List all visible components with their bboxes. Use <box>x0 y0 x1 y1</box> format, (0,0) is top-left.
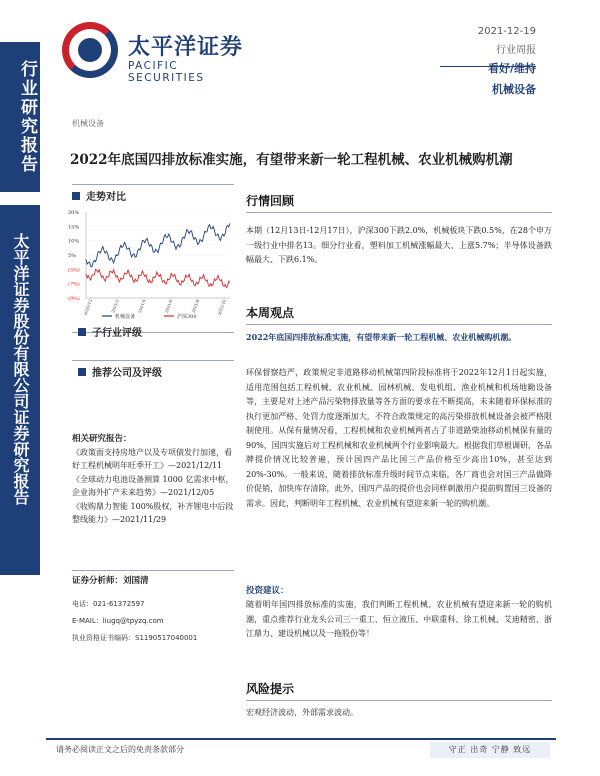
x-tick-label: 2020/12 <box>82 298 93 316</box>
related-reports-list <box>72 446 234 527</box>
rating: 看好/维持 <box>487 62 536 75</box>
risk-text: 宏观经济波动，外部需求波动。 <box>246 708 358 717</box>
left-divider <box>72 360 234 361</box>
y-tick-label: (7%) <box>68 281 80 288</box>
report-type: 行业周报 <box>496 45 536 56</box>
company-logo <box>62 22 252 84</box>
view-subtitle: 2022年底国四排放标准实施，有望带来新一轮工程机械、农业机械购机潮。 <box>246 332 517 342</box>
sidebar-bottom-label: 太平洋证券股份有限公司证券研究报告 <box>11 233 30 505</box>
trend-chart <box>66 206 236 324</box>
sub-industry-heading-text: 子行业评级 <box>92 328 142 339</box>
y-tick-label: (5%) <box>68 267 80 274</box>
related-report-item[interactable]: 《收购鼎力智能 100%股权，补齐锂电中后段整线能力》—2021/11/29 <box>72 502 234 524</box>
report-date: 2021-12-19 <box>477 26 536 37</box>
section-divider <box>246 324 552 325</box>
square-bullet-icon <box>72 192 80 200</box>
series-line-hs300 <box>86 269 230 287</box>
legend-label: 机械设备 <box>115 314 136 320</box>
review-heading: 行情回顾 <box>246 194 295 208</box>
x-tick-label: 2021/2 <box>110 298 120 314</box>
sidebar-top-block <box>0 42 40 192</box>
left-divider <box>72 184 234 185</box>
section-divider <box>246 700 552 701</box>
left-sidebar <box>0 0 40 776</box>
x-tick-label: 2021/6 <box>163 298 174 314</box>
x-tick-label: 2021/10 <box>216 298 227 316</box>
view-text: 环保督察趋严，政策规定非道路移动机械第四阶段标准将于2022年12月1日起实施，适用范围包括工程机械、农业机械、园林机械、发电机组、渔业机械和机场地勤设备等，主要是对上述产品污染物排放量等各方面的要求在不断提高，未来随着环保标准的执行更加严格、处罚力度逐渐加大，不符合政策规定的高污染排放机械设备会被严格限制使用。从保有量情况看，工程机械和农业机械两者占了非道路柴油移动机械保有量的90%，国四实施后对工程机械和农业机械两个行业影响最大。根据我们草根调研，各品牌提价情况比较普遍，预计国四产品比国三产品价格至少高出10%，甚至达到20%-30%。一般来说，随着排放标准升级时间节点来临，各厂商也会对国三产品做降价促销，加快库存清除，此外，国四产品的提价也会同样刺激用户提前购置国三设备的需求。因此，判断明年工程机械、农业机械有望迎来新一轮的购机潮。 <box>246 368 552 508</box>
analyst-phone: 电话：021-61372597 <box>72 600 145 608</box>
related-report-item[interactable]: 《全球动力电池设备测算 1000 亿需求中枢，企业海外扩产未来趋势》—2021/12/05 <box>72 475 234 497</box>
trend-heading <box>72 188 126 203</box>
trend-heading-text: 走势对比 <box>86 192 126 203</box>
analyst-license: 执业资格证书编码：S1190517040001 <box>72 634 198 642</box>
y-tick-label: 10% <box>68 238 80 245</box>
footer-divider <box>46 738 556 740</box>
logo-en-text: PACIFIC SECURITIES <box>128 60 205 84</box>
footer-motto: 守正 出奇 宁静 致远 <box>430 742 550 758</box>
y-tick-label: 5% <box>68 253 76 259</box>
y-tick-label: 15% <box>68 224 80 231</box>
x-tick-label: 2021/8 <box>190 298 201 314</box>
report-meta <box>478 26 536 97</box>
section-divider <box>246 212 552 213</box>
left-divider <box>72 570 234 571</box>
logo-cn-text: 太平洋证券 <box>128 35 244 60</box>
recommend-heading <box>78 364 162 379</box>
report-title: 2022年底国四排放标准实施，有望带来新一轮工程机械、农业机械购机潮 <box>70 152 513 168</box>
y-tick-label: 20% <box>68 210 80 216</box>
legend-label: 沪深300 <box>177 314 197 320</box>
x-tick-label: 2021/4 <box>137 298 147 314</box>
y-tick-label: (9%) <box>68 296 80 302</box>
invest-heading: 投资建议： <box>246 586 289 596</box>
analyst-contact <box>72 596 197 647</box>
view-heading: 本周观点 <box>246 306 295 320</box>
square-bullet-icon <box>78 368 86 376</box>
analyst-name: 证券分析师：刘国清 <box>72 576 149 586</box>
footer-disclaimer: 请务必阅读正文之后的免责条款部分 <box>56 745 184 754</box>
sidebar-bottom-block <box>0 205 40 575</box>
recommend-heading-text: 推荐公司及评级 <box>92 368 162 379</box>
logo-dot-icon <box>78 38 102 62</box>
category-label: 机械设备 <box>72 119 104 128</box>
review-text: 本期（12月13日-12月17日），沪深300下跌2.0%，机械板块下跌0.5%，在28个申万一级行业中排名13。细分行业看，塑料加工机械涨幅最大、上涨5.7%；半导体设备跌幅最大、下跌6.1%。 <box>246 226 552 264</box>
related-reports-title: 相关研究报告： <box>72 434 132 444</box>
header-divider <box>440 66 536 67</box>
sidebar-top-label: 行业研究报告 <box>17 60 37 174</box>
risk-heading: 风险提示 <box>246 682 295 696</box>
trend-chart-svg <box>66 206 236 324</box>
invest-text: 随着明年国四排放标准的实施，我们判断工程机械、农业机械有望迎来新一轮的购机潮，重点推荐行业龙头公司三一重工、恒立液压、中联重科、徐工机械、艾迪精密、浙江鼎力、建设机械以及一拖股份等！ <box>246 600 552 638</box>
analyst-email[interactable]: E-MAIL：liugq@tpyzq.com <box>72 617 164 625</box>
series-line-machinery <box>86 223 230 267</box>
related-report-item[interactable]: 《政策面支持房地产以及专项债发行加速，看好工程机械明年旺季开工》—2021/12/11 <box>72 448 232 470</box>
square-bullet-icon <box>78 328 86 336</box>
sub-industry-heading <box>78 324 142 339</box>
industry: 机械设备 <box>492 83 536 96</box>
